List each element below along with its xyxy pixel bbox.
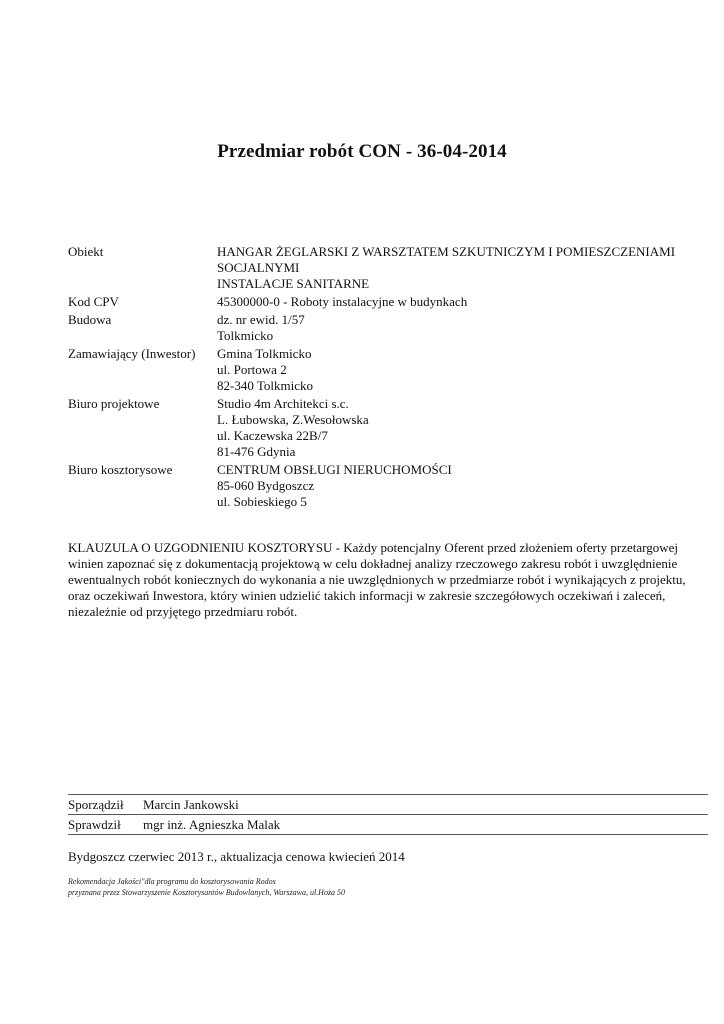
- document-title: Przedmiar robót CON - 36-04-2014: [217, 141, 507, 162]
- info-value-line: CENTRUM OBSŁUGI NIERUCHOMOŚCI: [217, 462, 452, 477]
- info-value-line: 85-060 Bydgoszcz: [217, 478, 315, 493]
- info-row-kod-cpv: [68, 294, 708, 310]
- info-label: Kod CPV: [68, 294, 119, 309]
- signature-block: [68, 794, 708, 835]
- info-value: [217, 244, 708, 292]
- info-row-biuro-projektowe: [68, 396, 708, 460]
- info-value-line: dz. nr ewid. 1/57: [217, 312, 305, 327]
- project-info-table: [68, 244, 708, 512]
- signature-row-checked: [68, 815, 708, 834]
- info-value-line: ul. Portowa 2: [217, 362, 287, 377]
- info-value-line: INSTALACJE SANITARNE: [217, 276, 370, 291]
- clause-line: niezależnie od przyjętego przedmiaru robót.: [68, 604, 298, 619]
- info-value: [217, 462, 708, 510]
- info-value-line: Studio 4m Architekci s.c.: [217, 396, 349, 411]
- info-value-line: ul. Kaczewska 22B/7: [217, 428, 328, 443]
- info-value-line: SOCJALNYMI: [217, 260, 300, 275]
- software-recommendation-note: [68, 876, 345, 898]
- info-label: Budowa: [68, 312, 112, 327]
- place-and-date: Bydgoszcz czerwiec 2013 r., aktualizacja cenowa kwiecień 2014: [68, 849, 405, 864]
- signature-name: mgr inż. Agnieszka Malak: [143, 817, 281, 832]
- clause-line: winien zapoznać się z dokumentacją projektową w celu dokładnej analizy rzeczowego zakresu robót i uwzględnienie: [68, 556, 678, 571]
- signature-label: Sprawdził: [68, 817, 121, 832]
- info-value-line: 81-476 Gdynia: [217, 444, 296, 459]
- info-value-line: L. Łubowska, Z.Wesołowska: [217, 412, 369, 427]
- info-row-zamawiajacy: [68, 346, 708, 394]
- info-row-obiekt: [68, 244, 708, 292]
- recommendation-line: przyznana przez Stowarzyszenie Kosztorysantów Budowlanych, Warszawa, ul.Hoża 50: [68, 888, 346, 897]
- info-value-line: HANGAR ŻEGLARSKI Z WARSZTATEM SZKUTNICZYM I POMIESZCZENIAMI: [217, 244, 676, 259]
- info-row-biuro-kosztorysowe: [68, 462, 708, 510]
- signature-label: Sporządził: [68, 797, 124, 812]
- clause-line: KLAUZULA O UZGODNIENIU KOSZTORYSU - Każdy potencjalny Oferent przed złożeniem oferty przetargowej: [68, 540, 678, 555]
- info-label: Obiekt: [68, 244, 104, 259]
- info-value-line: ul. Sobieskiego 5: [217, 494, 307, 509]
- info-row-budowa: [68, 312, 708, 344]
- info-value: [217, 312, 708, 344]
- cost-estimate-clause: [68, 540, 713, 620]
- info-value: [217, 346, 708, 394]
- info-value: [217, 294, 708, 310]
- signature-row-prepared: [68, 795, 708, 814]
- info-value: [217, 396, 708, 460]
- info-value-line: 82-340 Tolkmicko: [217, 378, 313, 393]
- divider: [68, 834, 708, 835]
- clause-line: oraz oczekiwań Inwestora, który winien udzielić takich informacji w zakresie szczegółowych oczekiwań i zaleceń,: [68, 588, 666, 603]
- clause-line: ewentualnych robót koniecznych do wykonania a nie uwzględnionych w przedmiarze robót i wynikających z projektu,: [68, 572, 686, 587]
- info-label: Biuro kosztorysowe: [68, 462, 173, 477]
- signature-name: Marcin Jankowski: [143, 797, 239, 812]
- info-value-line: 45300000-0 - Roboty instalacyjne w budynkach: [217, 294, 468, 309]
- recommendation-line: Rekomendacja Jakości"dla programu do kosztorysowania Rodos: [68, 877, 276, 886]
- info-value-line: Gmina Tolkmicko: [217, 346, 312, 361]
- info-label: Biuro projektowe: [68, 396, 160, 411]
- info-label: Zamawiający (Inwestor): [68, 346, 196, 361]
- info-value-line: Tolkmicko: [217, 328, 274, 343]
